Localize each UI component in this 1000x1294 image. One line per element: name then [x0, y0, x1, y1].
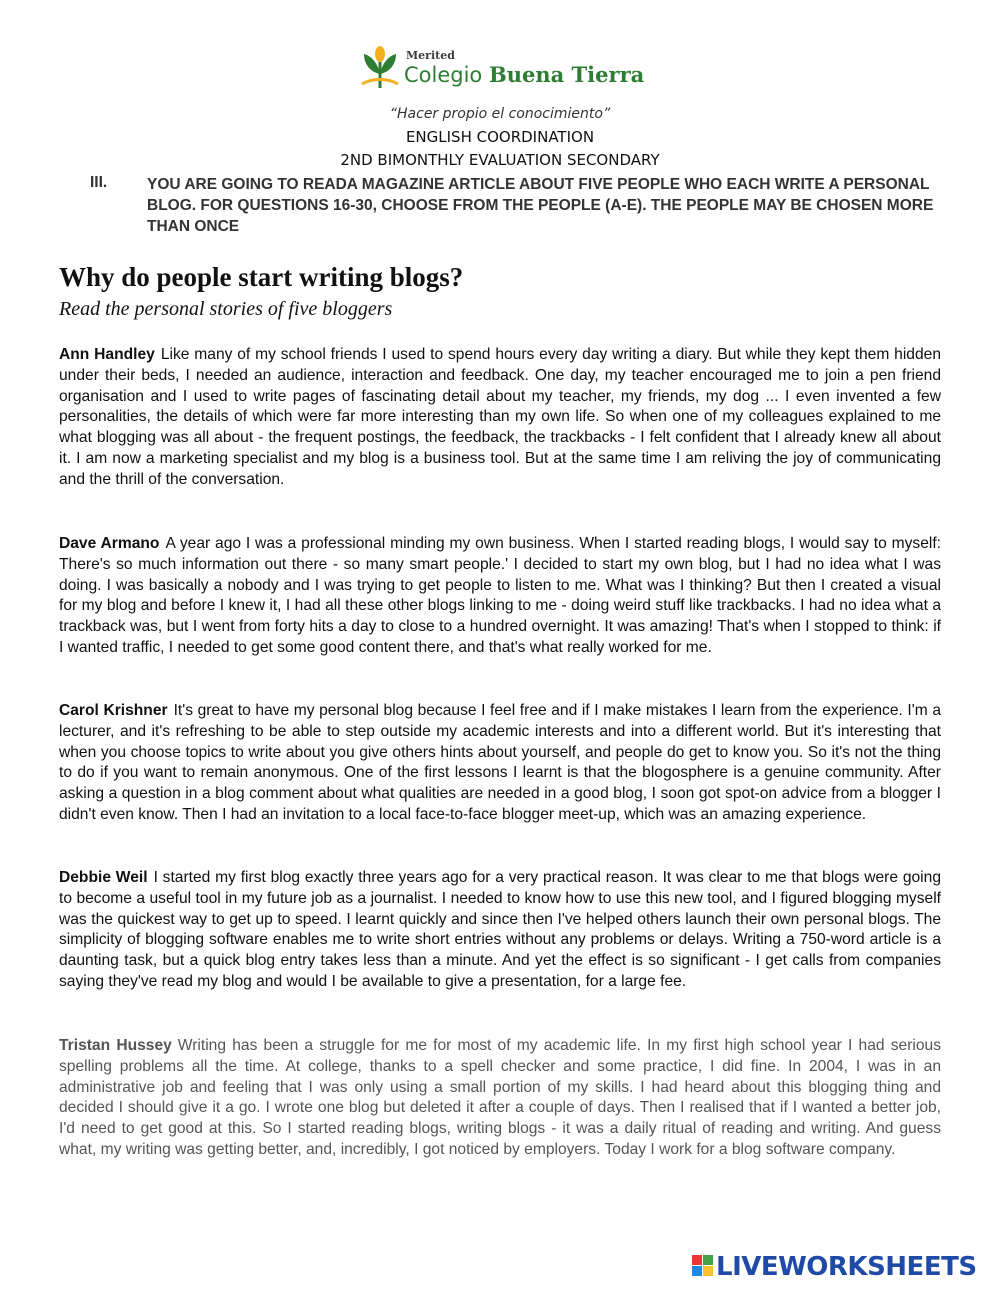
blogger-paragraph-carol-krishner	[59, 701, 941, 826]
blogger-text: A year ago I was a professional minding my own business. When I started reading blogs, I would say to myself: There's so much information out there - so many smart people.' I decided to start my own blog, but I had no idea what I was doing. I was basically a nobody and I was trying to get people to listen to me. What was I thinking? But then I created a visual for my blog and before I knew it, I had all these other blogs linking to me - doing weird stuff like trackbacks. I had no idea what a trackback was, but I went from forty hits a day to close to a hundred overnight. It was amazing! That's when I stopped to think: if I wanted traffic, I needed to get some good content there, and that's what really worked for me.	[59, 535, 942, 656]
blogger-paragraph-tristan-hussey	[59, 1036, 941, 1161]
logo-merited: Merited	[406, 49, 455, 62]
blogger-name: Debbie Weil	[59, 869, 148, 886]
plant-emblem-icon	[358, 44, 402, 90]
blogger-text: Like many of my school friends I used to spend hours every day writing a diary. But while they kept them hidden under their beds, I needed an audience, interaction and feedback. One day, my teacher encouraged me to join a pen friend organisation and I used to write pages of fascinating detail about my teacher, my friends, my dog ... I even invented a few personalities, the details of which were far more interesting than my own life. So when one of my colleagues explained to me what blogging was all about - the frequent postings, the feedback, the trackbacks - I felt confident that I already knew all about it. I am now a marketing specialist and my blog is a business tool. But at the same time I am reliving the joy of communicating and the thrill of the conversation.	[59, 346, 941, 488]
blogger-paragraph-ann-handley	[59, 345, 941, 491]
instruction-text: YOU ARE GOING TO READA MAGAZINE ARTICLE ABOUT FIVE PEOPLE WHO EACH WRITE A PERSONAL BLOG. FOR QUESTIONS 16-30, CHOOSE FROM THE PEOPLE (A-E). THE PEOPLE MAY BE CHOSEN MORE THAN ONCE	[147, 176, 934, 235]
article-title: Why do people start writing blogs?	[59, 262, 464, 292]
blogger-paragraph-dave-armano	[59, 534, 941, 659]
blogger-text: I started my first blog exactly three years ago for a very practical reason. It was clear to me that blogs were going to become a useful tool in my future job as a journalist. I needed to know how to use this new tool, and I figured blogging myself was the quickest way to get up to speed. I learnt quickly and since then I've helped others launch their own personal blogs. The simplicity of blogging software enables me to write short entries without any problems or delays. Writing a 750-word article is a daunting task, but a quick blog entry takes less than a minute. And yet the effect is so significant - I get calls from companies saying they've read my blog and would I be available to give a presentation, for a large fee.	[59, 869, 941, 990]
blogger-text: It's great to have my personal blog because I feel free and if I make mistakes I learn from the experience. I'm a lecturer, and it's refreshing to be able to step outside my academic interests and into a different world. But it's interesting that when you choose topics to write about you give others hints about yourself, and people do get to know you. So it's not the thing to do if you want to remain anonymous. One of the first lessons I learnt is that the blogosphere is a genuine community. After asking a question in a blog comment about what qualities are needed in a good blog, I soon got spot-on advice from a blogger I didn't even know. Then I had an invitation to a local face-to-face blogger meet-up, which was an amazing experience.	[59, 702, 941, 823]
blogger-name: Carol Krishner	[59, 702, 168, 719]
logo-school-name	[404, 62, 644, 87]
school-logo	[358, 44, 648, 94]
blogger-name: Ann Handley	[59, 346, 155, 363]
logo-school-light: Colegio	[404, 63, 483, 87]
liveworksheets-logo	[692, 1252, 992, 1285]
evaluation-heading: 2ND BIMONTHLY EVALUATION SECONDARY	[340, 151, 660, 169]
blogger-name: Dave Armano	[59, 535, 160, 552]
logo-school-bold: Buena Tierra	[488, 62, 645, 87]
blogger-text: Writing has been a struggle for me for most of my academic life. In my first high school year I had serious spelling problems all the time. At college, thanks to a spell checker and some practice, I did fine. In 2004, I was in an administrative job and feeling that I was only using a small portion of my skills. I had heard about this blogging thing and decided I should give it a go. I wrote one blog but deleted it after a couple of days. Then I realised that if I wanted a better job, I'd need to get good at this. So I started reading blogs, writing blogs - it was a daily ritual of reading and writing. And guess what, my writing was getting better, and, incredibly, I got noticed by employers. Today I work for a blog software company.	[59, 1037, 941, 1158]
blogger-paragraph-debbie-weil	[59, 868, 941, 993]
instruction-number: III.	[90, 174, 108, 191]
liveworksheets-blocks-icon	[692, 1255, 714, 1279]
article-subtitle: Read the personal stories of five bloggers	[59, 298, 393, 320]
motto: “Hacer propio el conocimiento”	[389, 106, 611, 122]
coordination-heading: ENGLISH COORDINATION	[405, 128, 595, 146]
blogger-name: Tristan Hussey	[59, 1037, 172, 1054]
liveworksheets-wordmark: LIVEWORKSHEETS	[716, 1252, 977, 1282]
